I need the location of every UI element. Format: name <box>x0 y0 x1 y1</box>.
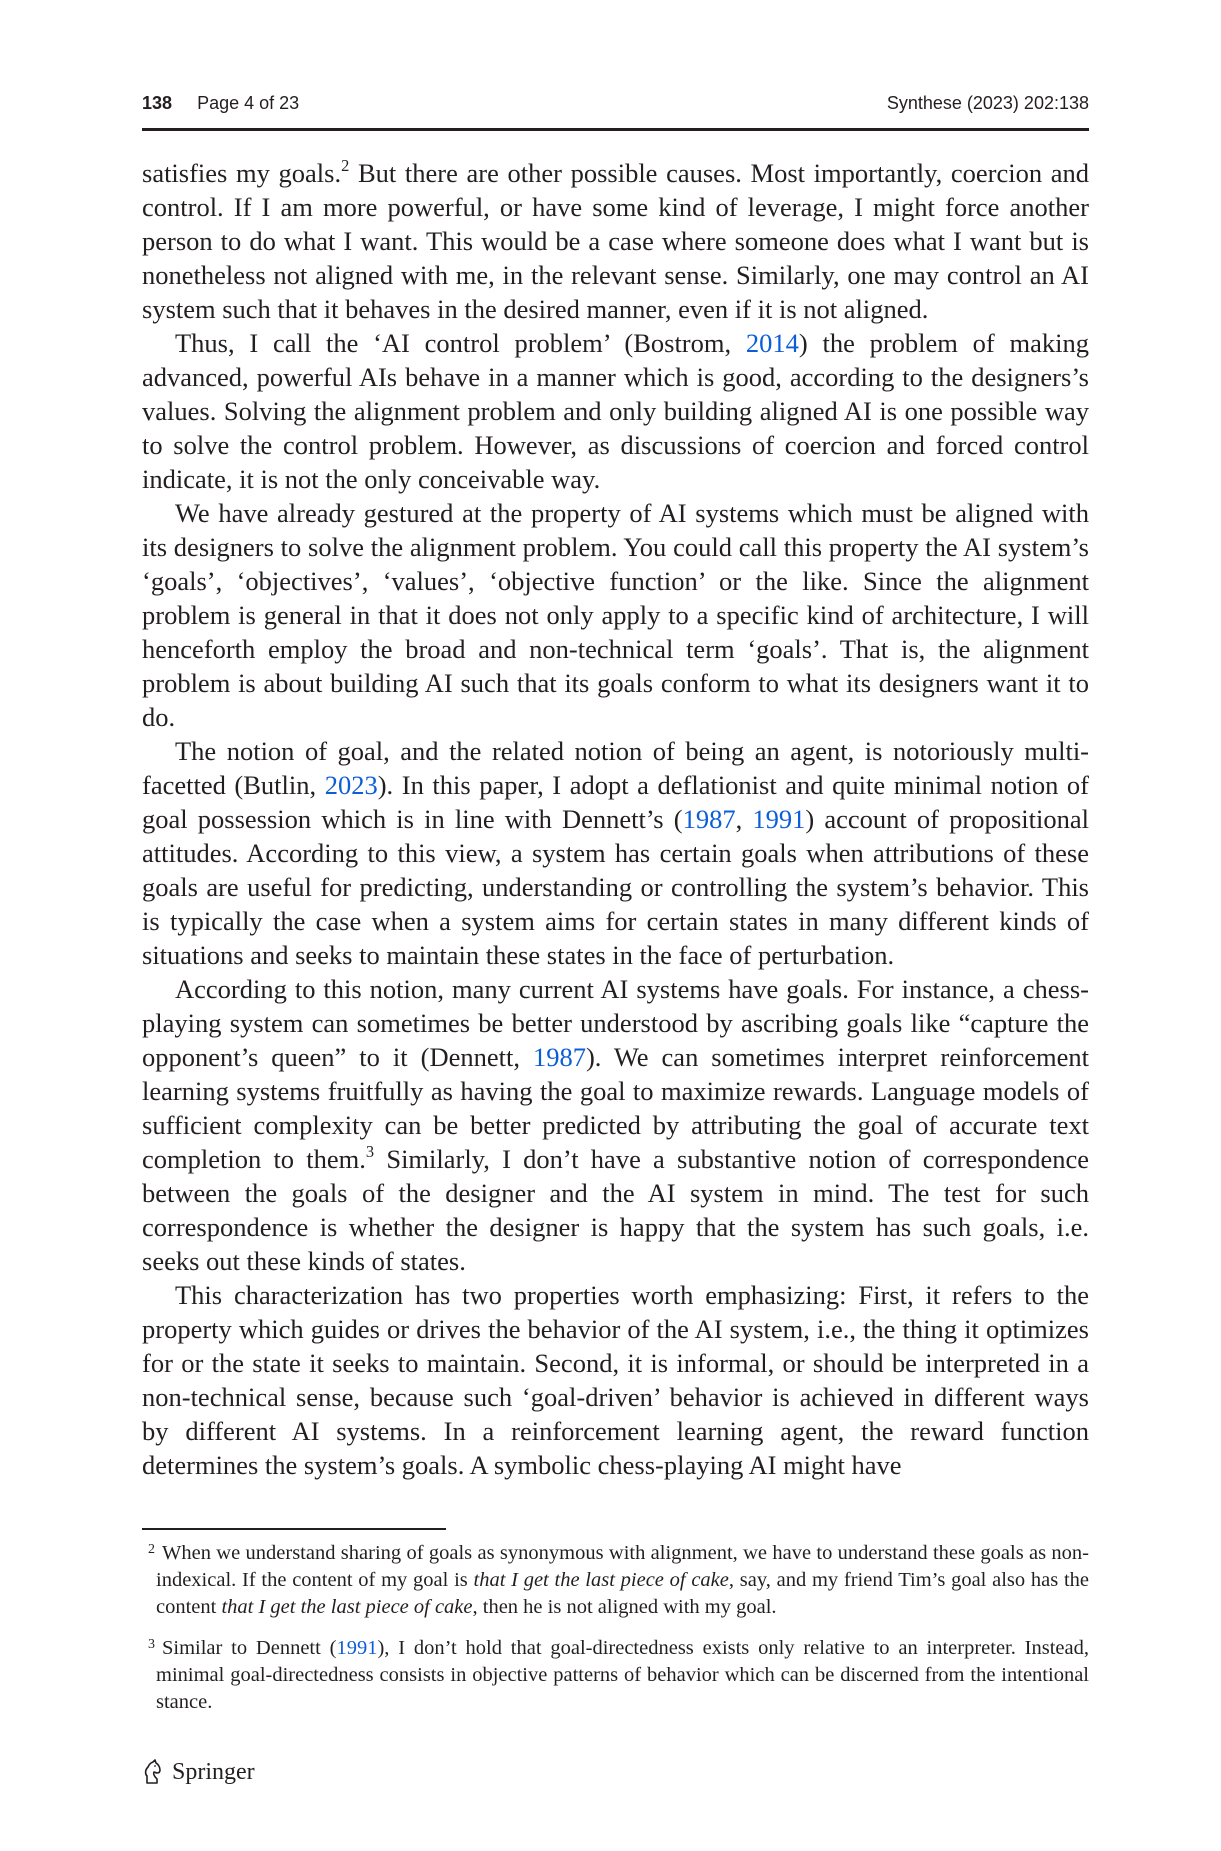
footnote-number: 3 <box>148 1637 155 1652</box>
italic-text: that I get the last piece of cake <box>473 1569 729 1591</box>
paragraph <box>142 326 1089 496</box>
text-segment: According to this notion, many current AI systems have goals. For instance, a chess-playing system can sometimes be better understood by ascribing goals like “capture the opponent’s queen” to it (Dennett, <box>142 974 1089 1072</box>
citation-link[interactable]: 2023 <box>324 770 378 800</box>
italic-text: that I get the last piece of cake <box>221 1596 473 1618</box>
text-segment: ). We can sometimes interpret reinforcement learning systems fruitfully as having the goal to maximize rewards. Language models of sufficient complexity can be better predicted by attributing the goal of accurate text completion to them. <box>142 1042 1089 1174</box>
footnote-rule <box>142 1528 446 1530</box>
text-segment: ), I don’t hold that goal-directedness exists only relative to an interpreter. Instead, minimal goal-directedness consists in objective patterns of behavior which can be discerned from the intentional stance. <box>156 1637 1089 1713</box>
footnote <box>142 1540 1089 1621</box>
paragraph <box>142 496 1089 734</box>
springer-horse-logo-icon <box>142 1759 164 1785</box>
page-number: 138 <box>142 93 173 113</box>
text-segment: Thus, I call the ‘AI control problem’ (Bostrom, <box>175 328 746 358</box>
footnote-text <box>156 1540 1089 1621</box>
text-segment: , say, and my friend Tim’s goal also has the content <box>156 1569 1089 1618</box>
text-segment: ) account of propositional attitudes. According to this view, a system has certain goals when attributions of these goals are useful for predicting, understanding or controlling the system’s behavior. This is typically the case when a system aims for certain states in many different kinds of situations and seeks to maintain these states in the face of perturbation. <box>142 804 1090 970</box>
footnote-number: 2 <box>148 1542 155 1557</box>
text-segment: ). In this paper, I adopt a deflationist and quite minimal notion of goal possession which is in line with Dennett’s ( <box>142 770 1089 834</box>
citation-link[interactable]: 1987 <box>682 804 736 834</box>
publisher-footer <box>142 1757 255 1787</box>
text-segment: ) the problem of making advanced, powerful AIs behave in a manner which is good, according to the designers’s values. Solving the alignment problem and only building aligned AI is one possible way to solve the control problem. However, as discussions of coercion and forced control indicate, it is not the only conceivable way. <box>142 328 1089 494</box>
footnote-marker[interactable]: 2 <box>341 156 350 176</box>
citation-link[interactable]: 1991 <box>336 1637 378 1659</box>
text-segment: Similar to Dennett ( <box>162 1637 337 1659</box>
journal-citation: Synthese (2023) 202:138 <box>886 93 1089 113</box>
text-segment: Similarly, I don’t have a substantive notion of correspondence between the goals of the designer and the AI system in mind. The test for such correspondence is whether the designer is happy that the system has such goals, i.e. seeks out these kinds of states. <box>142 1144 1089 1276</box>
text-segment: But there are other possible causes. Most importantly, coercion and control. If I am more powerful, or have some kind of leverage, I might force another person to do what I want. This would be a case where someone does what I want but is nonetheless not aligned with me, in the relevant sense. Similarly, one may control an AI system such that it behaves in the desired manner, even if it is not aligned. <box>142 158 1089 324</box>
page-of-label: Page 4 of 23 <box>197 93 300 113</box>
body-text <box>142 156 1089 1482</box>
footnote <box>142 1635 1089 1716</box>
footnote-marker[interactable]: 3 <box>365 1142 375 1162</box>
citation-link[interactable]: 1987 <box>532 1042 586 1072</box>
running-head <box>142 92 1089 131</box>
citation-link[interactable]: 2014 <box>745 328 799 358</box>
paragraph <box>142 972 1089 1278</box>
citation-link[interactable]: 1991 <box>752 804 806 834</box>
publisher-name: Springer <box>172 1759 255 1785</box>
running-head-left <box>142 92 299 114</box>
text-segment: We have already gestured at the property of AI systems which must be aligned with its designers to solve the alignment problem. You could call this property the AI system’s ‘goals’, ‘objectives’, ‘values’, ‘objective function’ or the like. Since the alignment problem is general in that it does not only apply to a specific kind of architecture, I will henceforth employ the broad and non-technical term ‘goals’. That is, the alignment problem is about building AI such that its goals conform to what its designers want it to do. <box>142 498 1089 732</box>
paragraph <box>142 1278 1089 1482</box>
text-segment: This characterization has two properties worth emphasizing: First, it refers to the property which guides or drives the behavior of the AI system, i.e., the thing it optimizes for or the state it seeks to maintain. Second, it is informal, or should be interpreted in a non-technical sense, because such ‘goal-driven’ behavior is achieved in different ways by different AI systems. In a reinforcement learning agent, the reward function determines the system’s goals. A symbolic chess-playing AI might have <box>142 1280 1089 1480</box>
text-segment: satisfies my goals. <box>142 158 342 188</box>
paragraph <box>142 734 1089 972</box>
text-segment: The notion of goal, and the related notion of being an agent, is notoriously multi-facetted (Butlin, <box>142 736 1089 800</box>
text-segment: When we understand sharing of goals as synonymous with alignment, we have to understand these goals as non-indexical. If the content of my goal is <box>156 1542 1089 1591</box>
footnote-text <box>156 1635 1089 1716</box>
footnotes <box>142 1540 1089 1730</box>
paragraph <box>142 156 1089 326</box>
text-segment: , then he is not aligned with my goal. <box>472 1596 777 1618</box>
text-segment: , <box>735 804 753 834</box>
